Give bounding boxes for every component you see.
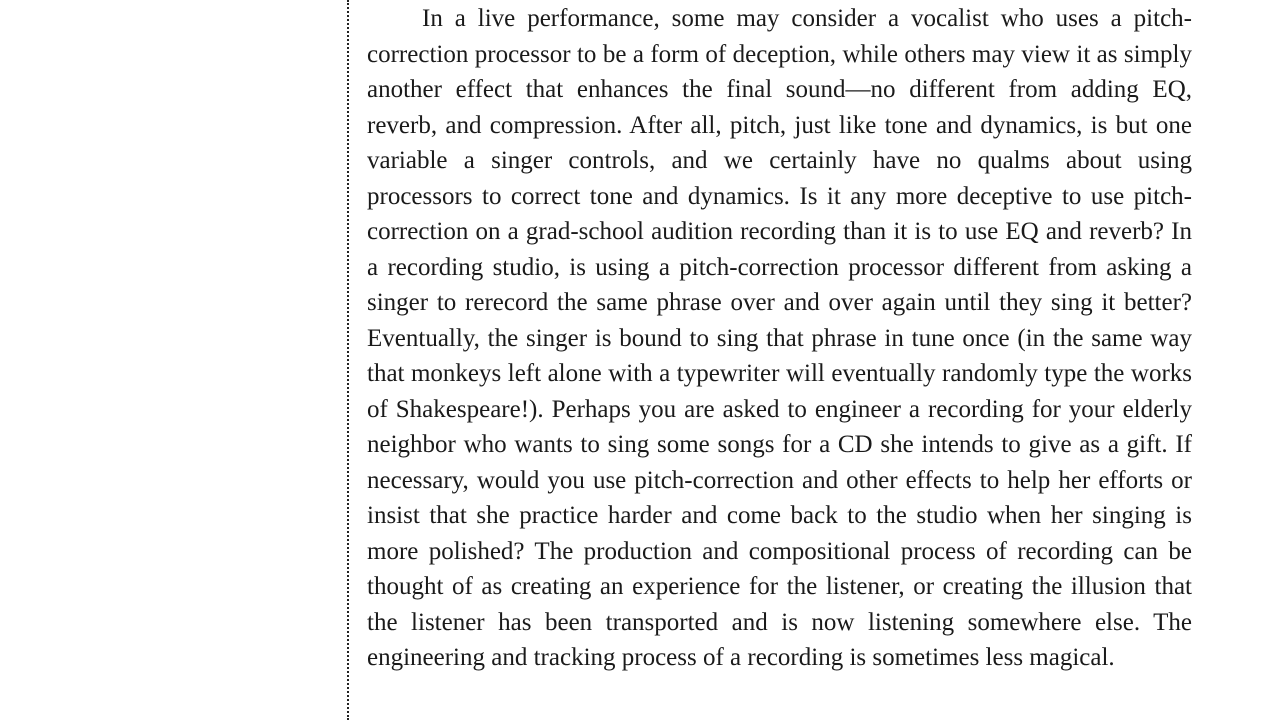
paragraph: In a live performance, some may consider a vocalist who uses a pitch-correction processor to be a form of deception, while others may view it as simply another effect that enhances the final sound—no different from adding EQ, reverb, and compression. After all, pitch, just like tone and dynamics, is but one variable a singer controls, and we certainly have no qualms about using processors to correct tone and dynamics. Is it any more deceptive to use pitch-correction on a grad-school audition recording than it is to use EQ and reverb? In a recording studio, is using a pitch-correction processor different from asking a singer to rerecord the same phrase over and over again until they sing it better? Eventually, the singer is bound to sing that phrase in tune once (in the same way that monkeys left alone with a typewriter will eventually randomly type the works of Shakespeare!). Perhaps you are asked to engineer a recording for your elderly neighbor who wants to sing some songs for a CD she intends to give as a gift. If necessary, would you use pitch-correction and other effects to help her efforts or insist that she practice harder and come back to the studio when her singing is more polished? The production and compositional process of recording can be thought of as creating an experience for the listener, or creating the illusion that the listener has been transported and is now listening somewhere else. The engineering and tracking process of a recording is sometimes less magical.	[367, 5, 1192, 671]
dotted-margin-rule	[347, 0, 349, 720]
body-text	[367, 1, 1192, 676]
